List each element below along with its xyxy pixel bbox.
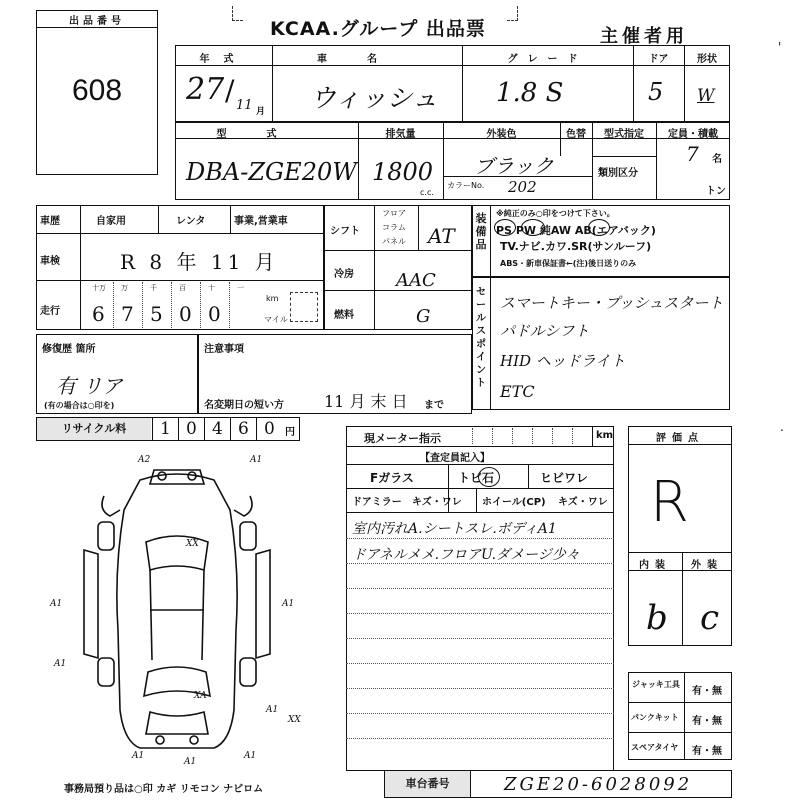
shift-value: AT: [428, 224, 455, 248]
displacement-label: 排気量: [385, 129, 416, 140]
damage-mark: A1: [282, 599, 295, 609]
color-label: 外装色: [486, 129, 517, 140]
equipment-line-2: TV.ナビ.カワ.SR(サンルーフ): [500, 240, 652, 253]
history-label: 車歴: [40, 216, 60, 227]
year-value: 27: [186, 72, 225, 107]
edge-mark: ': [778, 40, 782, 54]
mileage-digit-label: 一: [237, 284, 244, 292]
doors-label: ドア: [648, 54, 669, 65]
vehicle-name: ウィッシュ: [310, 84, 438, 114]
ps-circle: [494, 219, 516, 236]
ac-label: 冷房: [334, 269, 354, 280]
sales-point-4: ETC: [500, 382, 535, 401]
car-damage-diagram: [44, 450, 310, 770]
chassis-number: ZGE20-6028092: [504, 774, 693, 795]
month-value: 11: [236, 98, 253, 113]
spare-yes-no: 有・無: [692, 746, 722, 757]
pw-circle: [521, 219, 545, 236]
recycle-unit: 円: [285, 427, 295, 438]
capacity-value: 7: [686, 142, 699, 166]
lot-number: 608: [71, 74, 123, 107]
business-label: 事業,営業車: [234, 216, 288, 227]
recycle-digit: 4: [212, 419, 223, 439]
shift-option-panel: パネル: [382, 237, 406, 246]
km-label: km: [266, 294, 279, 303]
mirror-label: ドアミラー: [352, 497, 402, 508]
chassis-label: 車台番号: [385, 771, 470, 797]
inspection-note-1: 室内汚れA.シートスレ.ボディA1: [352, 521, 557, 537]
damage-mark: XX: [288, 715, 301, 725]
mileage-digit: 0: [179, 302, 192, 326]
sales-points-label: セールスポイント: [476, 287, 486, 389]
grade-value: 1.8 S: [496, 78, 564, 108]
puncture-yes-no: 有・無: [692, 716, 722, 727]
capacity-unit: 名: [712, 154, 722, 165]
name-label: 車名: [317, 54, 417, 65]
corner-mark: [507, 6, 518, 21]
notes-label: 注意事項: [204, 344, 244, 355]
mileage-digit-label: 百: [179, 284, 186, 292]
wheel-label: ホイール(CP): [482, 497, 546, 508]
repair-value: 有 リア: [56, 374, 123, 398]
form-title: KCAA.グループ 出品票: [270, 18, 486, 40]
hibi-label: ヒビワレ: [540, 471, 589, 485]
damage-mark: XX: [186, 539, 199, 549]
wheel-note: キズ・ワレ: [558, 497, 608, 508]
damage-mark: A1: [54, 659, 67, 669]
recycle-digit: 1: [160, 419, 171, 439]
model-label: 型式: [216, 129, 317, 140]
exterior-label: 外装: [691, 560, 723, 571]
jack-yes-no: 有・無: [692, 686, 722, 697]
shift-option-floor: フロア: [382, 209, 406, 218]
keys-label: 事務局預り品は○印 カギ リモコン ナビロム: [64, 784, 264, 795]
capacity-label: 定員・積載: [668, 129, 718, 140]
sales-point-1: スマートキー・プッシュスタート: [500, 294, 724, 312]
fuel-value: G: [416, 306, 431, 327]
tobi-circle: [478, 467, 500, 487]
corner-mark: [232, 6, 243, 21]
shift-option-column: コラム: [382, 223, 406, 232]
exterior-grade: c: [700, 598, 720, 638]
sales-point-2: パドルシフト: [500, 322, 590, 340]
lot-number-label: 出品番号: [69, 16, 125, 27]
f-glass-label: Fガラス: [370, 471, 414, 485]
tobi-label: トビ石: [458, 471, 495, 485]
displacement-value: 1800: [372, 158, 434, 186]
recycle-digit: 0: [264, 419, 275, 439]
mileage-digit: 5: [150, 302, 163, 326]
registration-suffix: まで: [424, 400, 444, 411]
puncture-label: パンクキット: [631, 713, 679, 722]
color-code: 202: [508, 178, 537, 196]
mileage-digit-label: 万: [121, 284, 128, 292]
repair-note: (有の場合は○印を): [44, 401, 115, 410]
damage-mark: A1: [266, 705, 279, 715]
ab-circle: [588, 219, 610, 236]
edge-mark: .: [780, 420, 784, 434]
equipment-note: ※純正のみ○印をつけて下さい。: [496, 209, 615, 218]
recycle-digit: 6: [238, 419, 249, 439]
damage-mark: XA: [194, 691, 207, 701]
repair-label: 修復歴 箇所: [42, 344, 96, 355]
mileage-digit: 6: [92, 302, 105, 326]
fuel-label: 燃料: [334, 310, 354, 321]
meter-unit: km: [596, 430, 614, 441]
registration-value: 11 月 末 日: [324, 392, 408, 411]
equipment-label: 装備品: [475, 212, 487, 251]
inspection-note-2: ドアネルメメ.フロアU.ダメージ少々: [352, 547, 580, 563]
sales-point-3: HID ヘッドライト: [500, 352, 626, 370]
shape-label: 形状: [697, 54, 717, 65]
color-code-label: カラーNo.: [447, 181, 485, 190]
spare-label: スペアタイヤ: [631, 743, 679, 752]
damage-mark: A1: [184, 757, 197, 767]
cc-unit: c.c.: [420, 188, 434, 197]
meter-label: 現メーター指示: [364, 432, 441, 445]
score-value: R: [650, 470, 689, 535]
shift-label: シフト: [330, 226, 360, 237]
month-unit: 月: [256, 107, 266, 117]
mileage-digit-label: 千: [150, 284, 157, 292]
mileage-digit-label: 十: [208, 284, 215, 292]
organizer-label: 主催者用: [600, 26, 688, 47]
grade-label: グレード: [507, 54, 588, 65]
recycle-label: リサイクル料: [37, 418, 151, 440]
model-value: DBA-ZGE20W: [186, 158, 357, 186]
rental-label: レンタ: [176, 216, 206, 227]
color-value: ブラック: [474, 154, 554, 178]
year-label: 年式: [199, 54, 248, 65]
type-designation-label: 型式指定: [604, 129, 644, 140]
score-label: 評価点: [656, 433, 704, 444]
private-use-label: 自家用: [96, 216, 126, 227]
damage-mark: A1: [132, 751, 145, 761]
jack-label: ジャッキ工具: [632, 680, 680, 689]
ac-value: AAC: [396, 270, 436, 291]
damage-mark: A1: [244, 751, 257, 761]
class-label: 類別区分: [598, 168, 638, 179]
mirror-note: キズ・ワレ: [412, 497, 462, 508]
interior-label: 内装: [639, 560, 671, 571]
equipment-line-3: ABS・新車保証書←(注)後日送りのみ: [500, 259, 637, 268]
recycle-digit: 0: [186, 419, 197, 439]
inspection-value: R 8 年 11 月: [120, 250, 279, 274]
damage-mark: A1: [50, 599, 63, 609]
damage-mark: A2: [138, 455, 151, 465]
doors-value: 5: [648, 78, 664, 106]
mileage-digit: 7: [121, 302, 134, 326]
mile-label: マイル: [264, 315, 288, 324]
load-unit: トン: [706, 186, 726, 197]
registration-label: 名変期日の短い方: [204, 400, 284, 411]
mileage-digit-label: 十万: [92, 284, 106, 292]
mileage-digit: 0: [208, 302, 221, 326]
shape-value: W: [697, 86, 715, 106]
equipment-line-1: PS PW 純AW AB(エアバック): [496, 224, 656, 237]
mileage-label: 走行: [40, 306, 60, 317]
color-no-label: 色替: [566, 129, 586, 140]
interior-grade: b: [646, 598, 668, 638]
inspector-notes-label: 【査定員記入】: [420, 453, 490, 464]
damage-mark: A1: [250, 455, 263, 465]
mile-checkbox: [290, 292, 318, 322]
year-slash: /: [225, 74, 235, 107]
inspection-label: 車検: [40, 256, 60, 267]
